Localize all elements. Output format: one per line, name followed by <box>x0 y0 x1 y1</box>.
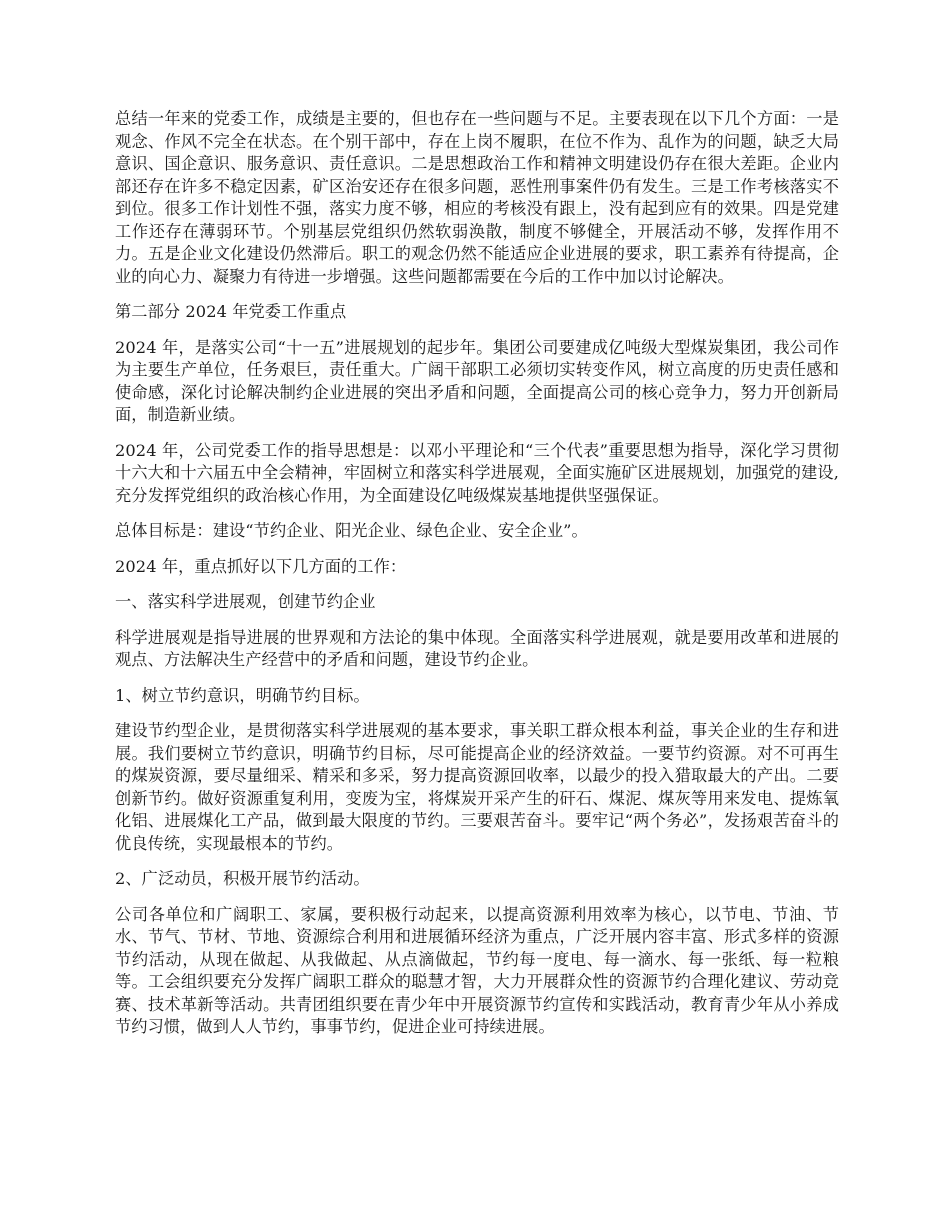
paragraph-overall-goal: 总体目标是：建设“节约企业、阳光企业、绿色企业、安全企业”。 <box>115 521 588 540</box>
heading-item-one: 一、落实科学进展观，创建节约企业 <box>115 592 376 611</box>
paragraph-saving-enterprise: 建设节约型企业，是贯彻落实科学进展观的基本要求，事关职工群众根本利益，事关企业的生存和进展。我们要树立节约意识，明确节约目标，尽可能提高企业的经济效益。一要节约资源。对不可再生的煤炭资源，要尽量细采、精采和多采，努力提高资源回收率，以最少的投入猎取最大的产出。二要创新节约。做好资源重复利用，变废为宝，将煤炭开采产生的矸石、煤泥、煤灰等用来发电、提炼氧化铝、进展煤化工产品，做到最大限度的节约。三要艰苦奋斗。要牢记“两个务必”，发扬艰苦奋斗的优良传统，实现最根本的节约。 <box>115 721 839 853</box>
document-body <box>115 108 839 1052</box>
paragraph-summary-problems: 总结一年来的党委工作，成绩是主要的，但也存在一些问题与不足。主要表现在以下几个方面：一是观念、作风不完全在状态。在个别干部中，存在上岗不履职，在位不作为、乱作为的问题，缺乏大局意识、国企意识、服务意识、责任意识。二是思想政治工作和精神文明建设仍存在很大差距。企业内部还存在许多不稳定因素，矿区治安还存在很多问题，恶性刑事案件仍有发生。三是工作考核落实不到位。很多工作计划性不强，落实力度不够，相应的考核没有跟上，没有起到应有的效果。四是党建工作还存在薄弱环节。个别基层党组织仍然软弱涣散，制度不够健全，开展活动不够，发挥作用不力。五是企业文化建设仍然滞后。职工的观念仍然不能适应企业进展的要求，职工素养有待提高，企业的向心力、凝聚力有待进一步增强。这些问题都需要在今后的工作中加以讨论解决。 <box>115 109 839 286</box>
paragraph-key-work-intro: 2024 年，重点抓好以下几方面的工作： <box>115 556 407 576</box>
section-heading-part-two: 第二部分 2024 年党委工作重点 <box>115 302 347 321</box>
paragraph-scientific-development: 科学进展观是指导进展的世界观和方法论的集中体现。全面落实科学进展观，就是要用改革和进展的观点、方法解决生产经营中的矛盾和问题，建设节约企业。 <box>115 627 839 669</box>
paragraph-saving-mobilization: 公司各单位和广阔职工、家属，要积极行动起来，以提高资源利用效率为核心，以节电、节油、节水、节气、节材、节地、资源综合利用和进展循环经济为重点，广泛开展内容丰富、形式多样的资源节约活动，从现在做起、从我做起、从点滴做起，节约每一度电、每一滴水、每一张纸、每一粒粮等。工会组织要充分发挥广阔职工群众的聪慧才智，大力开展群众性的资源节约合理化建议、劳动竞赛、技术革新等活动。共青团组织要在青少年中开展资源节约宣传和实践活动，教育青少年从小养成节约习惯，做到人人节约，事事节约，促进企业可持续进展。 <box>115 904 839 1036</box>
subheading-saving-activities: 2、广泛动员，积极开展节约活动。 <box>115 869 370 888</box>
paragraph-guiding-ideology: 2024 年，公司党委工作的指导思想是：以邓小平理论和“三个代表”重要思想为指导，深化学习贯彻十六大和十六届五中全会精神，牢固树立和落实科学进展观，全面实施矿区进展规划，加强党的建设,充分发挥党组织的政治核心作用，为全面建设亿吨级煤炭基地提供坚强保证。 <box>115 440 839 505</box>
subheading-saving-awareness: 1、树立节约意识，明确节约目标。 <box>115 685 370 705</box>
paragraph-starting-year: 2024 年，是落实公司“十一五”进展规划的起步年。集团公司要建成亿吨级大型煤炭集团，我公司作为主要生产单位，任务艰巨，责任重大。广阔干部职工必须切实转变作风，树立高度的历史责任感和使命感，深化讨论解决制约企业进展的突出矛盾和问题，全面提高公司的核心竞争力，努力开创新局面，制造新业绩。 <box>115 337 839 424</box>
